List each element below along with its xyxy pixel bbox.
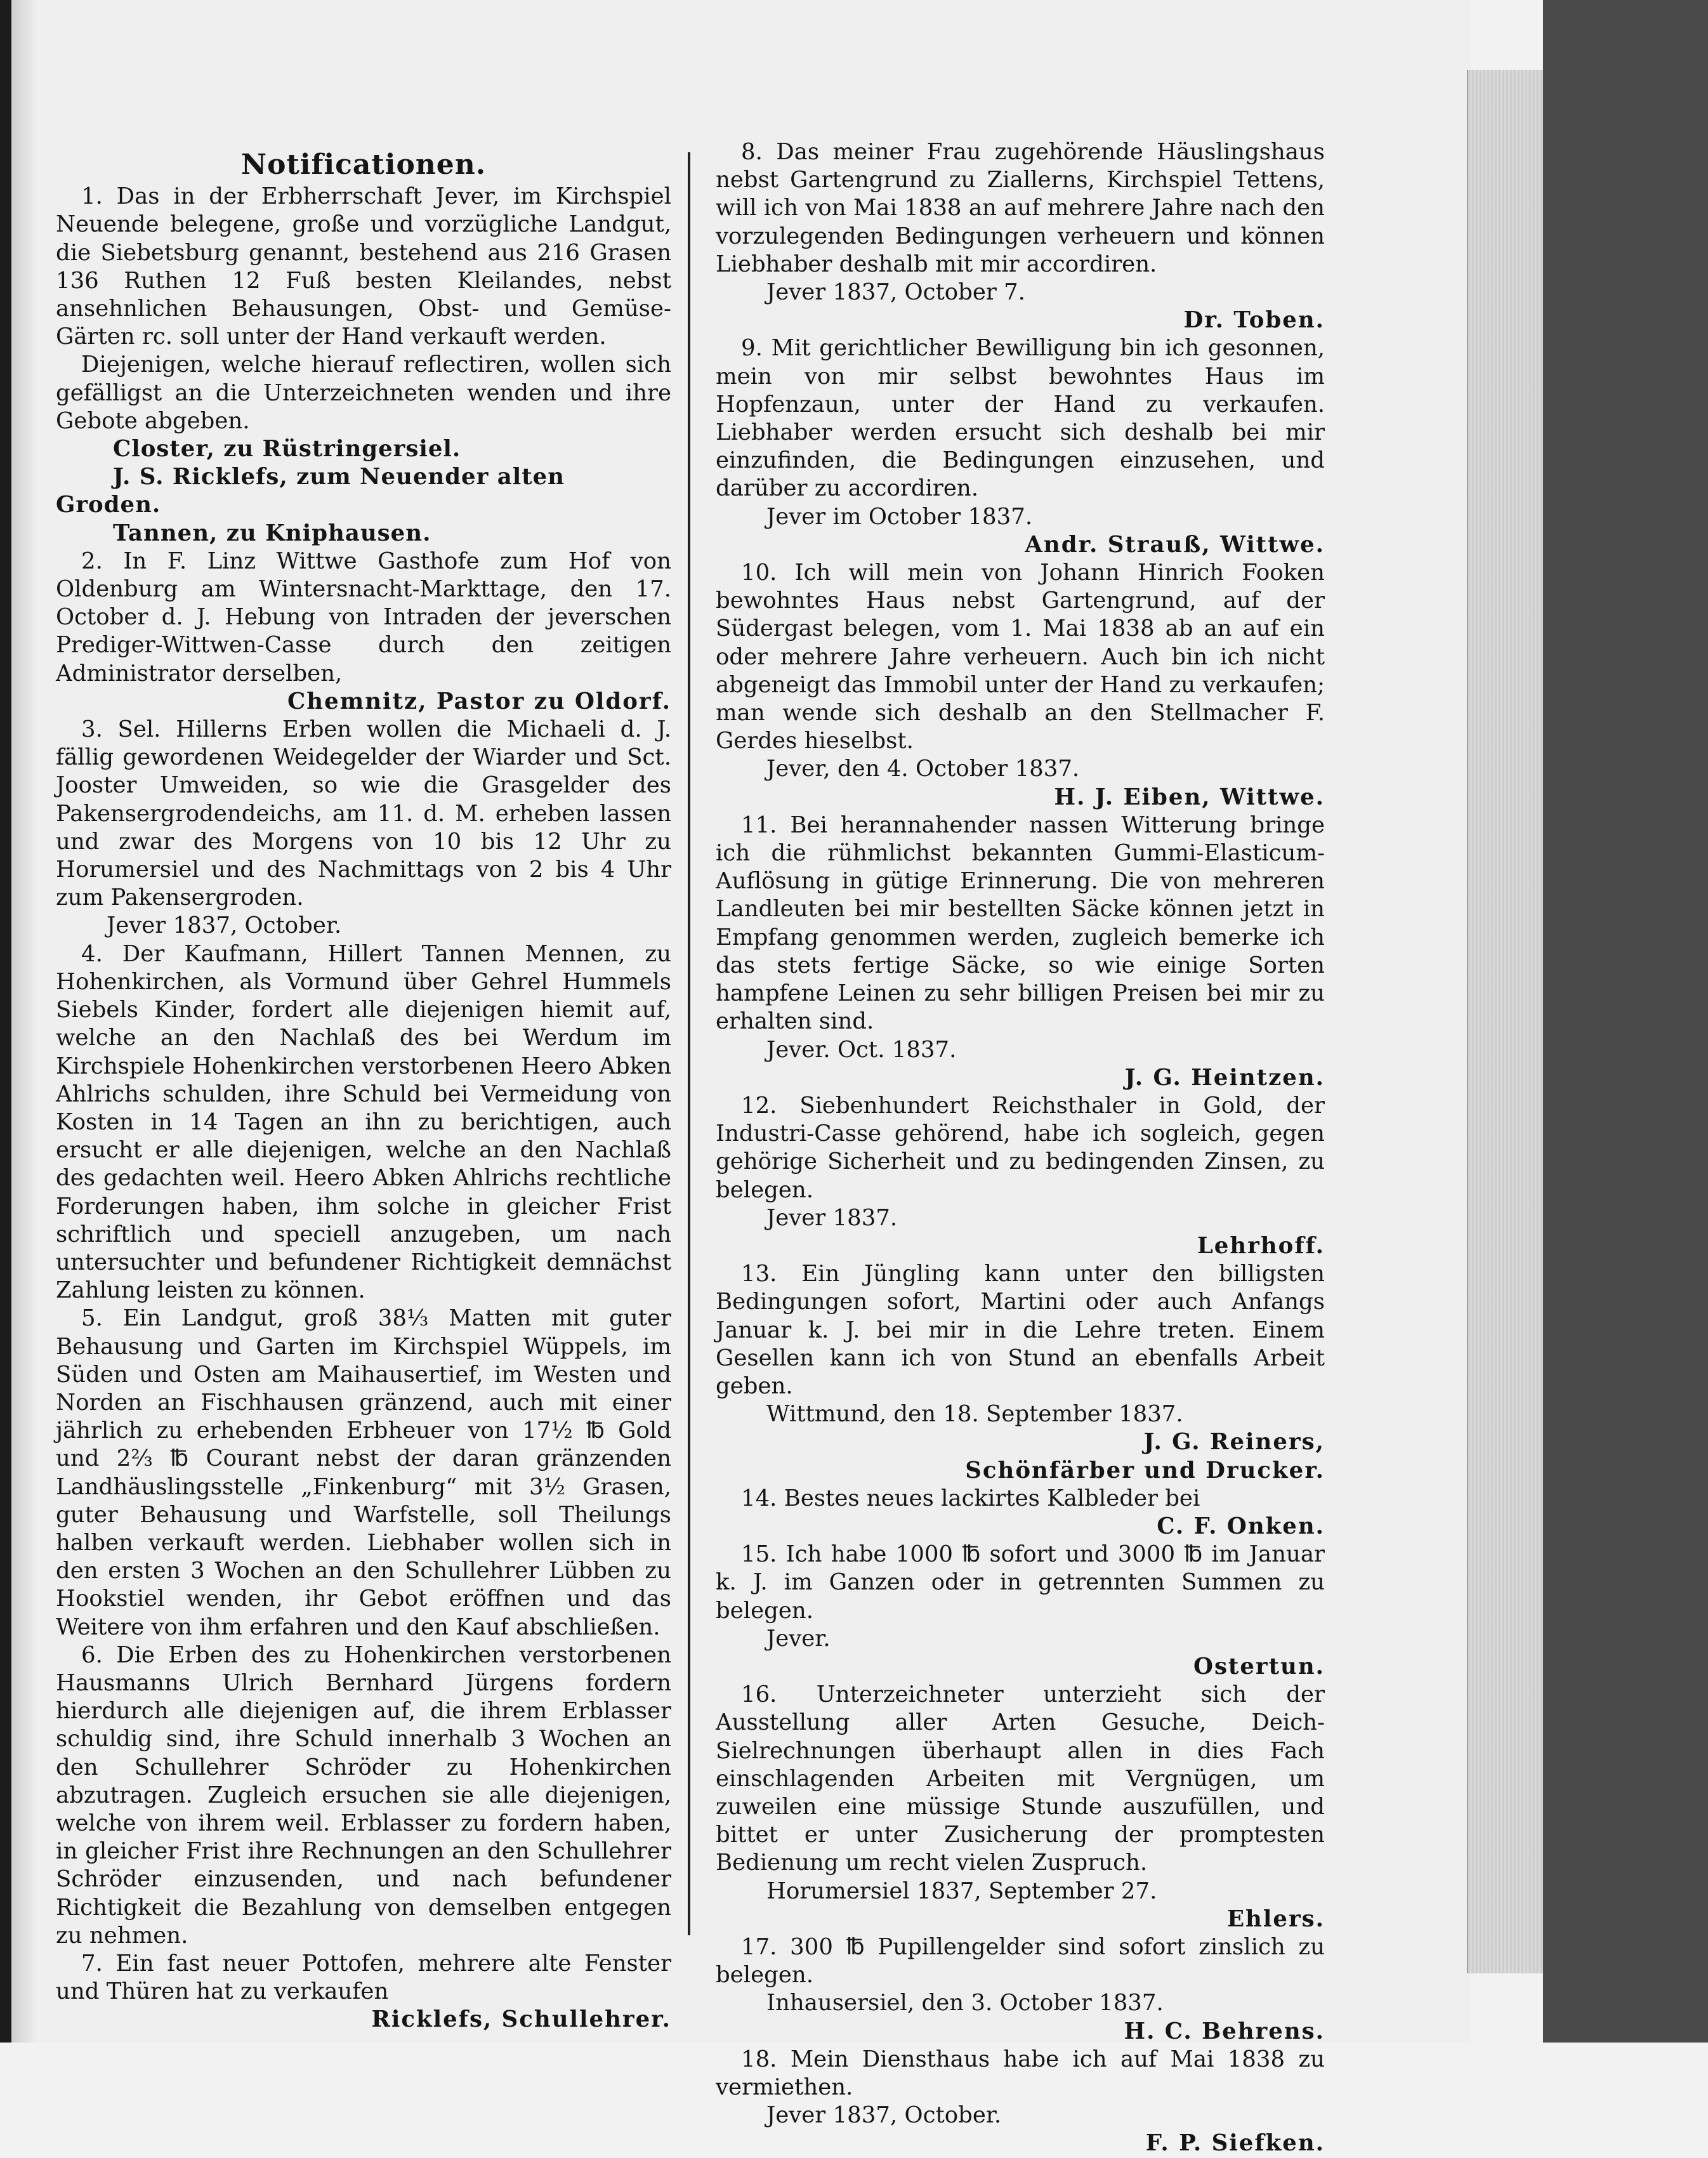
notice-17-date: Inhausersiel, den 3. October 1837. <box>766 1990 1164 2017</box>
book-page-edges <box>1467 70 1544 1973</box>
scan-border-left <box>0 0 11 2043</box>
notice-10-signature: H. J. Eiben, Wittwe. <box>1054 784 1325 810</box>
right-column <box>716 138 1325 2158</box>
notice-16-date: Horumersiel 1837, September 27. <box>766 1878 1157 1904</box>
notice-9-date: Jever im October 1837. <box>766 503 1033 530</box>
notice-9-signature: Andr. Strauß, Wittwe. <box>1025 531 1325 558</box>
notice-14-signature: C. F. Onken. <box>1157 1513 1325 1539</box>
notice-10-text: 10. Ich will mein von Johann Hinrich Fooken bewohntes Haus nebst Gartengrund, auf der Südergast belegen, vom 1. Mai 1838 ab an auf ein oder mehrere Jahre verheuern. Auch bin ich nicht abgeneigt das Immobil unter der Hand zu verkaufen; man wende sich deshalb an den Stellmacher F. Gerdes hieselbst. <box>716 560 1325 754</box>
notice-13-signature-2: Schönfärber und Drucker. <box>965 1457 1325 1484</box>
notice-14-text: 14. Bestes neues lackirtes Kalbleder bei <box>741 1485 1200 1511</box>
notice-8-signature: Dr. Toben. <box>1183 307 1325 334</box>
notice-13-text: 13. Ein Jüngling kann unter den billigsten Bedingungen sofort, Martini oder auch Anfangs Januar k. J. bei mir in die Lehre treten. Einem Gesellen kann ich von Stund an ebenfalls Arbeit geben. <box>716 1261 1325 1399</box>
notice-11-text: 11. Bei herannahender nassen Witterung bringe ich die rühmlichst bekannten Gummi-Elasticum-Auflösung in gütige Erinnerung. Die von mehreren Landleuten bei mir bestellten Säcke können jetzt in Empfang genommen werden, zugleich bemerke ich das stets fertige Säcke, so wie einige Sorten hampfene Leinen zu sehr billigen Preisen bei mir zu erhalten sind. <box>716 812 1325 1035</box>
notice-8-date: Jever 1837, October 7. <box>766 279 1025 306</box>
notice-18-text: 18. Mein Diensthaus habe ich auf Mai 1838 zu vermiethen. <box>716 2046 1325 2101</box>
notice-1-text-2: Diejenigen, welche hierauf reflectiren, wollen sich gefälligst an die Unterzeichneten wenden und ihre Gebote abgeben. <box>56 352 671 434</box>
notice-12-text: 12. Siebenhundert Reichsthaler in Gold, der Industri-Casse gehörend, habe ich sogleich, gegen gehörige Sicherheit und zu bedingenden Zinsen, zu belegen. <box>716 1092 1325 1203</box>
notice-13-signature-1: J. G. Reiners, <box>1143 1429 1325 1456</box>
notice-1-text: 1. Das in der Erbherrschaft Jever, im Kirchspiel Neuende belegene, große und vorzügliche Landgut, die Siebetsburg genannt, bestehend aus 216 Grasen 136 Ruthen 12 Fuß besten Kleilandes, nebst ansehnlichen Behausungen, Obst- und Gemüse-Gärten rc. soll unter der Hand verkauft werden. <box>56 183 671 350</box>
notice-2-signature: Chemnitz, Pastor zu Oldorf. <box>287 688 671 714</box>
notice-7-signature: Ricklefs, Schullehrer. <box>371 2006 671 2033</box>
notice-9-text: 9. Mit gerichtlicher Bewilligung bin ich gesonnen, mein von mir selbst bewohntes Haus im Hopfenzaun, unter der Hand zu verkaufen. Liebhaber werden ersucht sich deshalb bei mir einzufinden, die Bedingungen einzusehen, und darüber zu accordiren. <box>716 335 1325 502</box>
section-heading: Notificationen. <box>240 148 487 181</box>
notice-15-text: 15. Ich habe 1000 ℔ sofort und 3000 ℔ im Januar k. J. im Ganzen oder in getrennten Summen zu belegen. <box>716 1541 1325 1624</box>
notice-3-text: 3. Sel. Hillerns Erben wollen die Michaeli d. J. fällig gewordenen Weidegelder der Wiarder und Sct. Jooster Umweiden, so wie die Grasgelder des Pakensergrodendeichs, am 11. d. M. erheben lassen und zwar des Morgens von 10 bis 12 Uhr zu Horumersiel und des Nachmittags von 2 bis 4 Uhr zum Pakensergroden. <box>56 716 671 911</box>
notice-17-text: 17. 300 ℔ Pupillengelder sind sofort zinslich zu belegen. <box>716 1934 1325 1989</box>
notice-11-date: Jever. Oct. 1837. <box>766 1036 957 1063</box>
notice-18-signature: F. P. Siefken. <box>1145 2130 1325 2157</box>
notice-8-text: 8. Das meiner Frau zugehörende Häuslingshaus nebst Gartengrund zu Ziallerns, Kirchspiel Tettens, will ich von Mai 1838 an auf mehrere Jahre nach den vorzulegenden Bedingungen verheuern und können Liebhaber deshalb mit mir accordiren. <box>716 139 1325 277</box>
notice-17-signature: H. C. Behrens. <box>1124 2018 1325 2044</box>
notice-16-signature: Ehlers. <box>1227 1905 1325 1932</box>
notice-6-text: 6. Die Erben des zu Hohenkirchen verstorbenen Hausmanns Ulrich Bernhard Jürgens fordern hierdurch alle diejenigen auf, die ihrem Erblasser schuldig sind, ihre Schuld innerhalb 3 Wochen an den Schullehrer Schröder zu Hohenkirchen abzutragen. Zugleich ersuchen sie alle diejenigen, welche von ihrem weil. Erblasser zu fordern haben, in gleicher Frist ihre Rechnungen an den Schullehrer Schröder einzusenden, und nach befundener Richtigkeit die Bezahlung von demselben entgegen zu nehmen. <box>56 1642 671 1949</box>
left-column <box>56 148 671 2034</box>
notice-1-signature-2: J. S. Ricklefs, zum Neuender alten Groden. <box>56 464 565 518</box>
notice-13-date: Wittmund, den 18. September 1837. <box>766 1401 1183 1428</box>
notice-5-text: 5. Ein Landgut, groß 38⅓ Matten mit guter Behausung und Garten im Kirchspiel Wüppels, im Süden und Osten am Maihausertief, im Westen und Norden an Fischhausen gränzend, auch mit einer jährlich zu erhebenden Erbheuer von 17½ ℔ Gold und 2⅔ ℔ Courant nebst der daran gränzenden Landhäuslingsstelle „Finkenburg“ mit 3½ Grasen, guter Behausung und Warfstelle, soll Theilungs halben verkauft werden. Liebhaber wollen sich in den ersten 3 Wochen an den Schullehrer Lübben zu Hookstiel wenden, ihr Gebot eröffnen und das Weitere von ihm erfahren und den Kauf abschließen. <box>56 1305 671 1640</box>
column-divider <box>688 152 690 1935</box>
scan-border-right <box>1543 0 1708 2043</box>
notice-10-date: Jever, den 4. October 1837. <box>766 756 1080 782</box>
notice-15-date: Jever. <box>766 1625 831 1652</box>
notice-3-date: Jever 1837, October. <box>107 912 342 939</box>
notice-1-signature-1: Closter, zu Rüstringersiel. <box>113 436 461 463</box>
notice-16-text: 16. Unterzeichneter unterzieht sich der Ausstellung aller Arten Gesuche, Deich-Sielrechnungen überhaupt allen in dies Fach einschlagenden Arbeiten mit Vergnügen, um zuweilen eine müssige Stunde auszufüllen, und bittet er unter Zusicherung der promptesten Bedienung um recht vielen Zuspruch. <box>716 1681 1325 1876</box>
notice-1-signature-3: Tannen, zu Kniphausen. <box>113 520 431 546</box>
notice-7-text: 7. Ein fast neuer Pottofen, mehrere alte Fenster und Thüren hat zu verkaufen <box>56 1951 671 2005</box>
notice-11-signature: J. G. Heintzen. <box>1124 1064 1325 1091</box>
notice-2-text: 2. In F. Linz Wittwe Gasthofe zum Hof von Oldenburg am Wintersnacht-Markttage, den 17. October d. J. Hebung von Intraden der jeverschen Prediger-Wittwen-Casse durch den zeitigen Administrator derselben, <box>56 548 671 687</box>
notice-18-date: Jever 1837, October. <box>766 2102 1002 2129</box>
notice-12-signature: Lehrhoff. <box>1197 1232 1325 1259</box>
notice-4-text: 4. Der Kaufmann, Hillert Tannen Mennen, zu Hohenkirchen, als Vormund über Gehrel Hummels Siebels Kinder, fordert alle diejenigen hiemit auf, welche an den Nachlaß des bei Werdum im Kirchspiele Hohenkirchen verstorbenen Heero Abken Ahlrichs schulden, ihre Schuld bei Vermeidung von Kosten in 14 Tagen an ihn zu berichtigen, auch ersucht er alle diejenigen, welche an den Nachlaß des gedachten weil. Heero Abken Ahlrichs rechtliche Forderungen haben, ihm solche in gleicher Frist schriftlich und speciell anzugeben, um nach untersuchter und befundener Richtigkeit demnächst Zahlung leisten zu können. <box>56 940 671 1304</box>
notice-12-date: Jever 1837. <box>766 1204 898 1231</box>
notice-15-signature: Ostertun. <box>1193 1653 1325 1680</box>
